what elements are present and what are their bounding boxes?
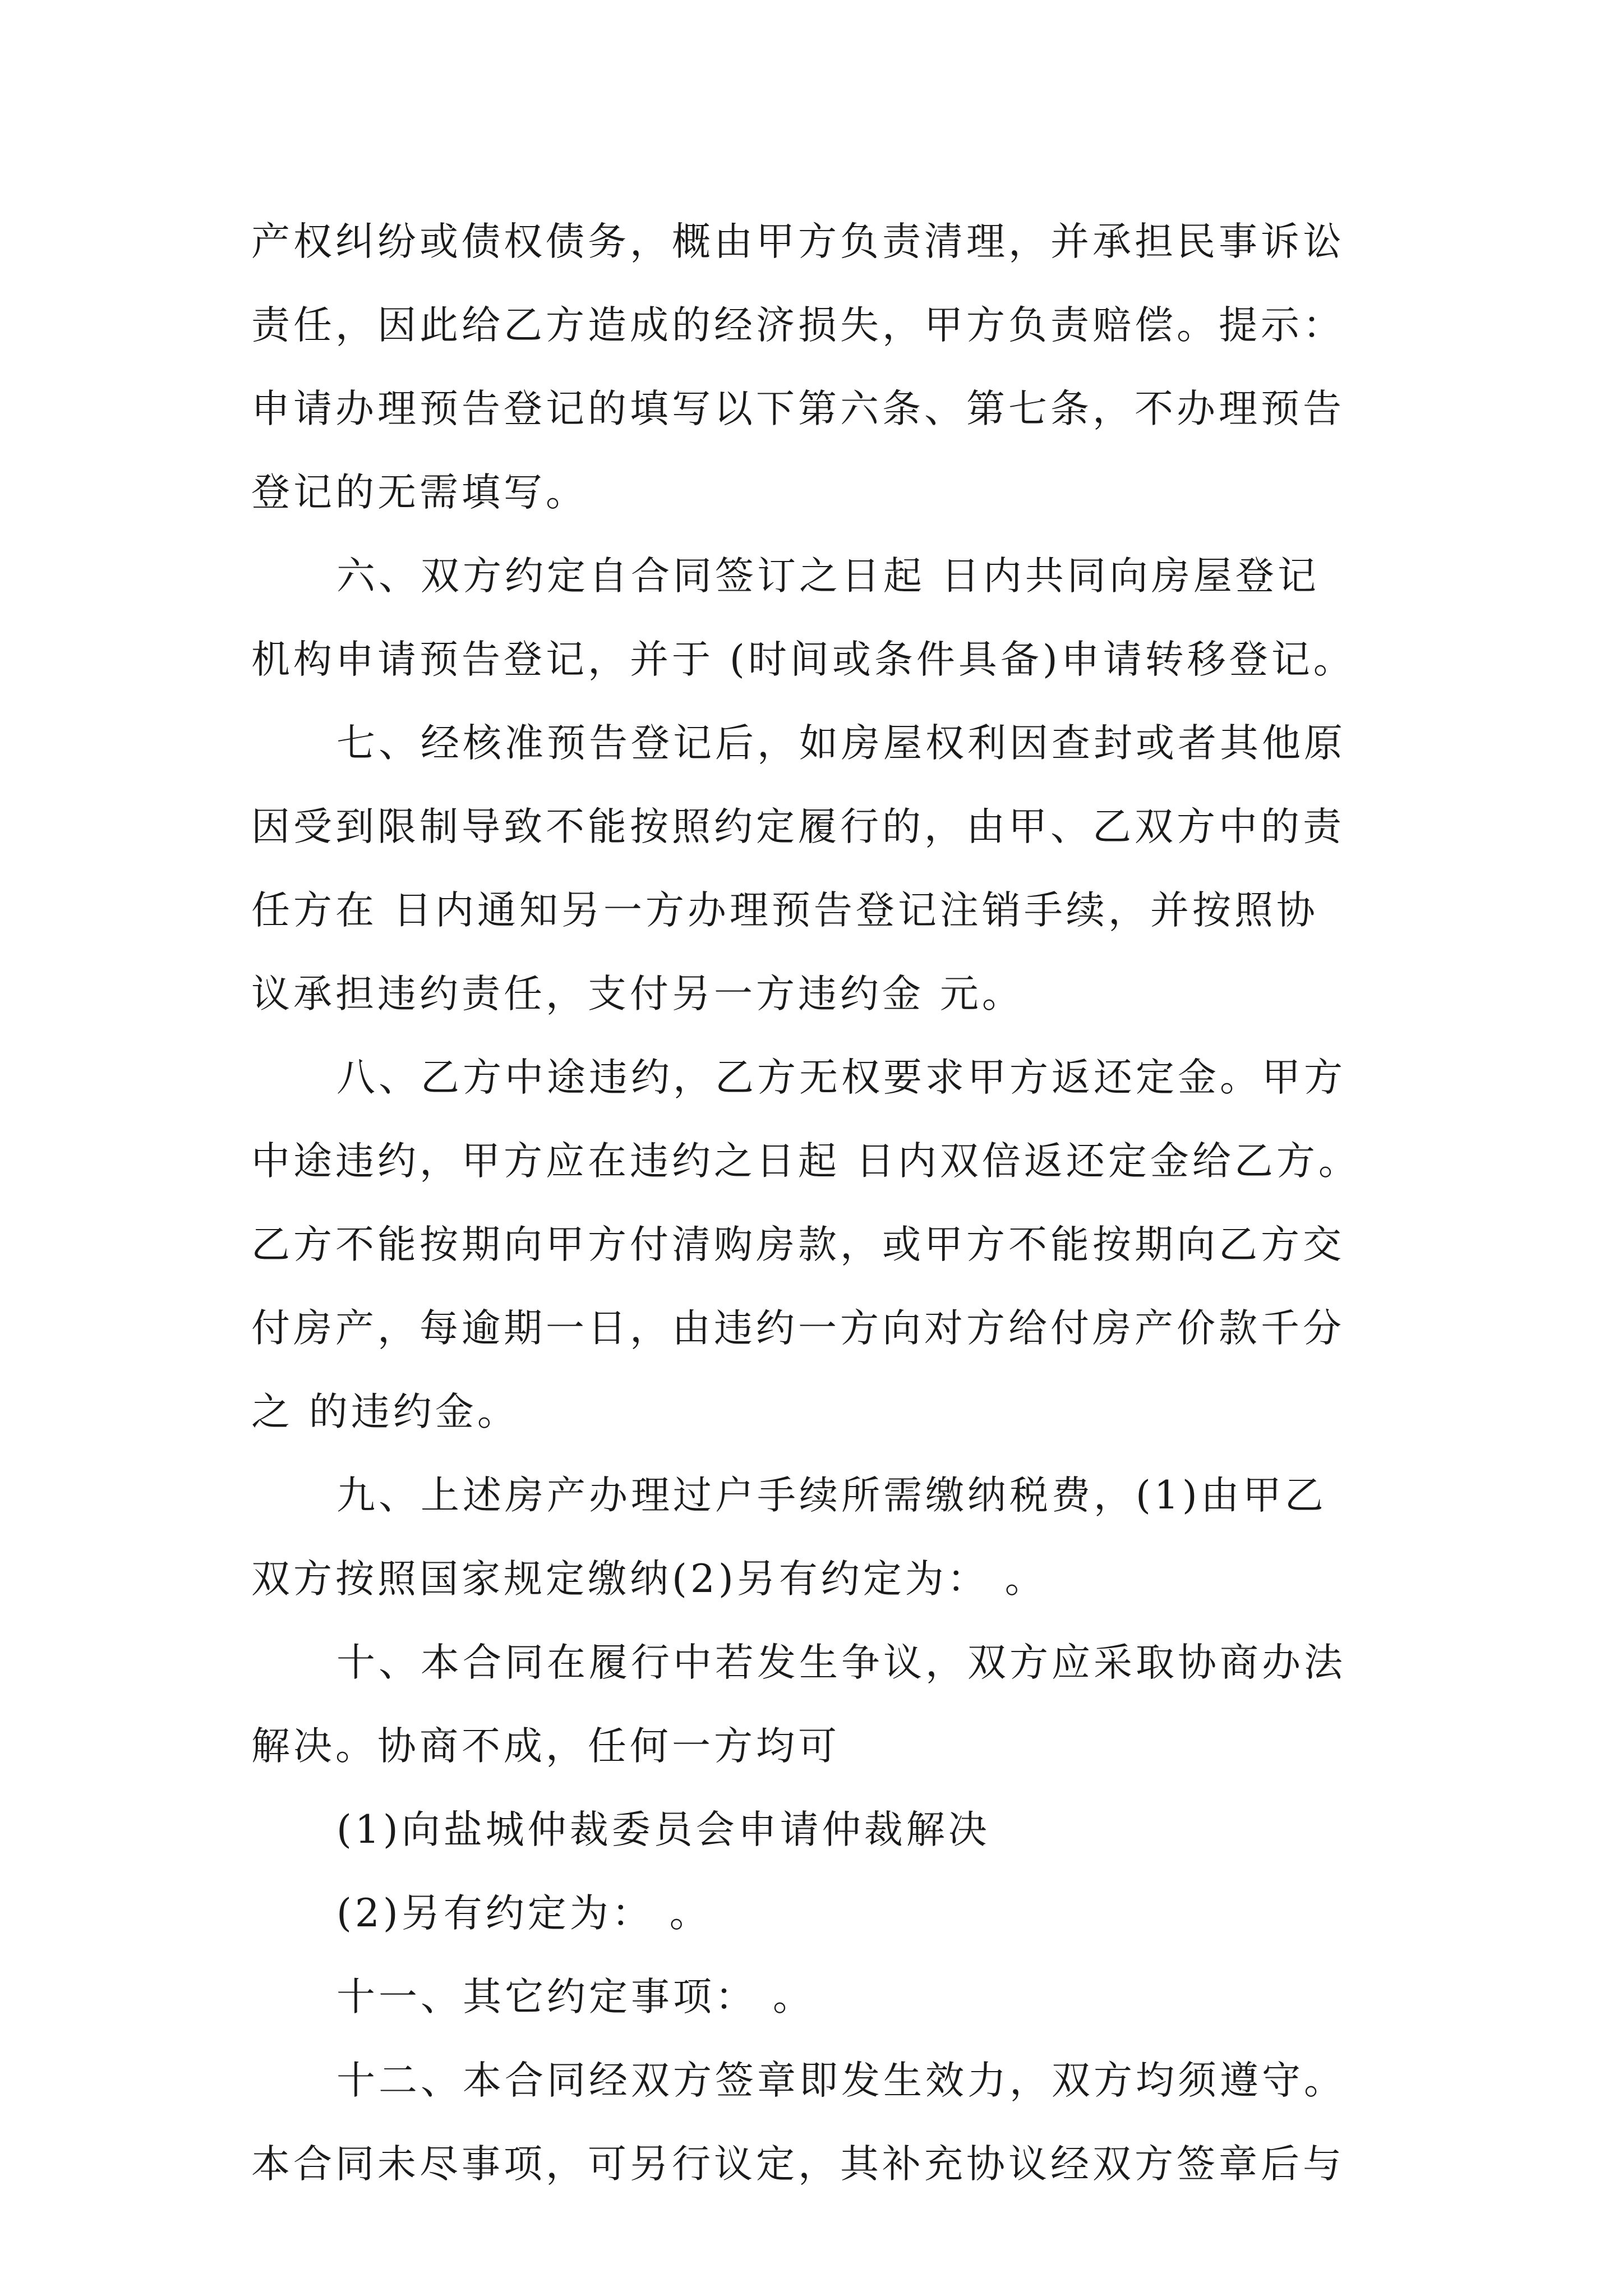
text-line: 任方在 日内通知另一方办理预告登记注销手续，并按照协 <box>251 888 1318 933</box>
text-line: 十二、本合同经双方签章即发生效力，双方均须遵守。 <box>336 2058 1346 2103</box>
text-line: 十、本合同在履行中若发生争议，双方应采取协商办法 <box>336 1640 1346 1685</box>
text-line: 之 的违约金。 <box>251 1389 519 1434</box>
text-line: 九、上述房产办理过户手续所需缴纳税费，(1)由甲乙 <box>336 1473 1327 1518</box>
text-line: 付房产，每逾期一日，由违约一方向对方给付房产价款千分 <box>251 1306 1345 1351</box>
text-line: 产权纠纷或债权债务，概由甲方负责清理，并承担民事诉讼 <box>251 219 1345 264</box>
text-line: 责任，因此给乙方造成的经济损失，甲方负责赔偿。提示： <box>251 303 1345 348</box>
text-line: 因受到限制导致不能按照约定履行的，由甲、乙双方中的责 <box>251 804 1345 849</box>
text-line: 六、双方约定自合同签订之日起 日内共同向房屋登记 <box>336 554 1320 599</box>
text-line: 申请办理预告登记的填写以下第六条、第七条，不办理预告 <box>251 386 1345 431</box>
text-line: 解决。协商不成，任何一方均可 <box>251 1724 840 1769</box>
text-line: 议承担违约责任，支付另一方违约金 元。 <box>251 972 1024 1016</box>
text-line: 本合同未尽事项，可另行议定，其补充协议经双方签章后与 <box>251 2142 1345 2187</box>
text-line: 十一、其它约定事项： 。 <box>336 1975 815 2019</box>
text-line: 登记的无需填写。 <box>251 470 588 515</box>
text-line: 七、经核准预告登记后，如房屋权利因查封或者其他原 <box>336 721 1346 766</box>
text-line: (2)另有约定为： 。 <box>336 1891 712 1936</box>
text-line: 乙方不能按期向甲方付清购房款，或甲方不能按期向乙方交 <box>251 1222 1345 1267</box>
text-line: 机构申请预告登记，并于 (时间或条件具备)申请转移登记。 <box>251 637 1355 682</box>
text-line: (1)向盐城仲裁委员会申请仲裁解决 <box>336 1807 990 1852</box>
text-line: 双方按照国家规定缴纳(2)另有约定为： 。 <box>251 1557 1047 1602</box>
text-line: 八、乙方中途违约，乙方无权要求甲方返还定金。甲方 <box>336 1055 1346 1100</box>
text-line: 中途违约，甲方应在违约之日起 日内双倍返还定金给乙方。 <box>251 1139 1361 1184</box>
